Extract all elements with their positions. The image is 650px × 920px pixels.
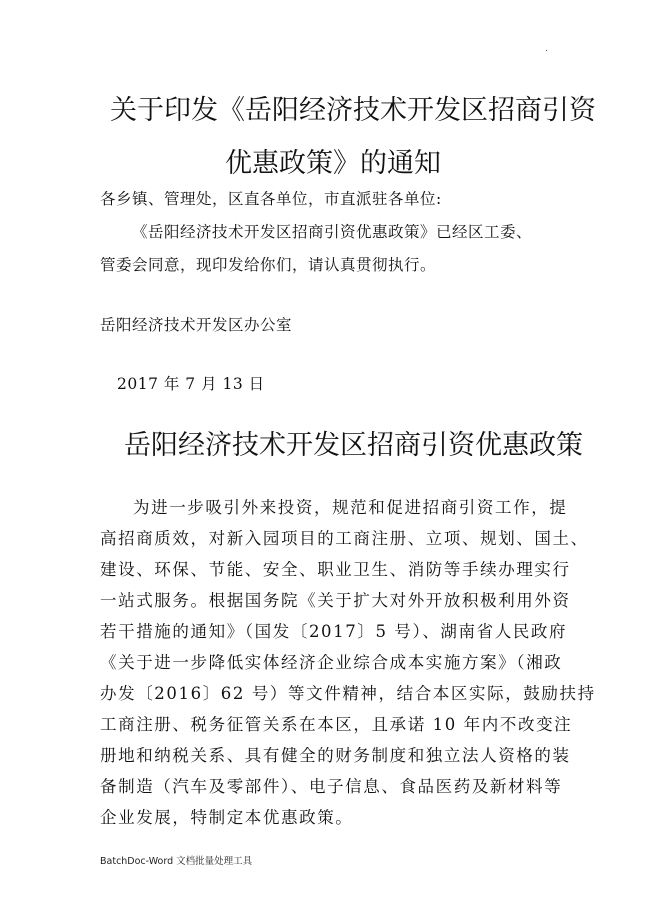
notice-body-line-1: 《岳阳经济技术开发区招商引资优惠政策》已经区工委、 (132, 223, 533, 241)
policy-line: 册地和纳税关系、具有健全的财务制度和独立法人资格的装 (100, 746, 571, 765)
footer-watermark-text: BatchDoc-Word 文档批量处理工具 (100, 856, 253, 867)
notice-date: 2017 年 7 月 13 日 (117, 375, 265, 393)
policy-title: 岳阳经济技术开发区招商引资优惠政策 (124, 430, 583, 461)
notice-title-line-1: 关于印发《岳阳经济技术开发区招商引资 (110, 95, 596, 126)
policy-line: 《关于进一步降低实体经济企业综合成本实施方案》（湘政 (100, 653, 563, 672)
policy-line: 备制造（汽车及零部件）、电子信息、食品医药及新材料等 (100, 777, 563, 796)
policy-line: 为进一步吸引外来投资，规范和促进招商引资工作，提 (133, 498, 568, 517)
notice-salutation: 各乡镇、管理处，区直各单位，市直派驻各单位: (100, 190, 442, 208)
notice-title-line-2: 优惠政策》的通知 (225, 148, 441, 179)
policy-line: 建设、环保、节能、安全、职业卫生、消防等手续办理实行 (100, 560, 571, 579)
policy-line: 高招商质效，对新入园项目的工商注册、立项、规划、国土、 (100, 529, 589, 548)
policy-line: 工商注册、税务征管关系在本区，且承诺 10 年内不改变注 (100, 715, 573, 734)
policy-line: 若干措施的通知》（国发〔2017〕5 号）、湖南省人民政府 (100, 622, 568, 641)
corner-mark: . (545, 44, 548, 54)
notice-issuer: 岳阳经济技术开发区办公室 (100, 316, 293, 334)
policy-line: 一站式服务。根据国务院《关于扩大对外开放积极利用外资 (100, 591, 571, 610)
policy-line: 企业发展，特制定本优惠政策。 (100, 808, 354, 827)
policy-line: 办发〔2016〕62 号）等文件精神，结合本区实际，鼓励扶持 (100, 684, 596, 703)
notice-body-line-2: 管委会同意，现印发给你们，请认真贯彻执行。 (100, 256, 437, 274)
